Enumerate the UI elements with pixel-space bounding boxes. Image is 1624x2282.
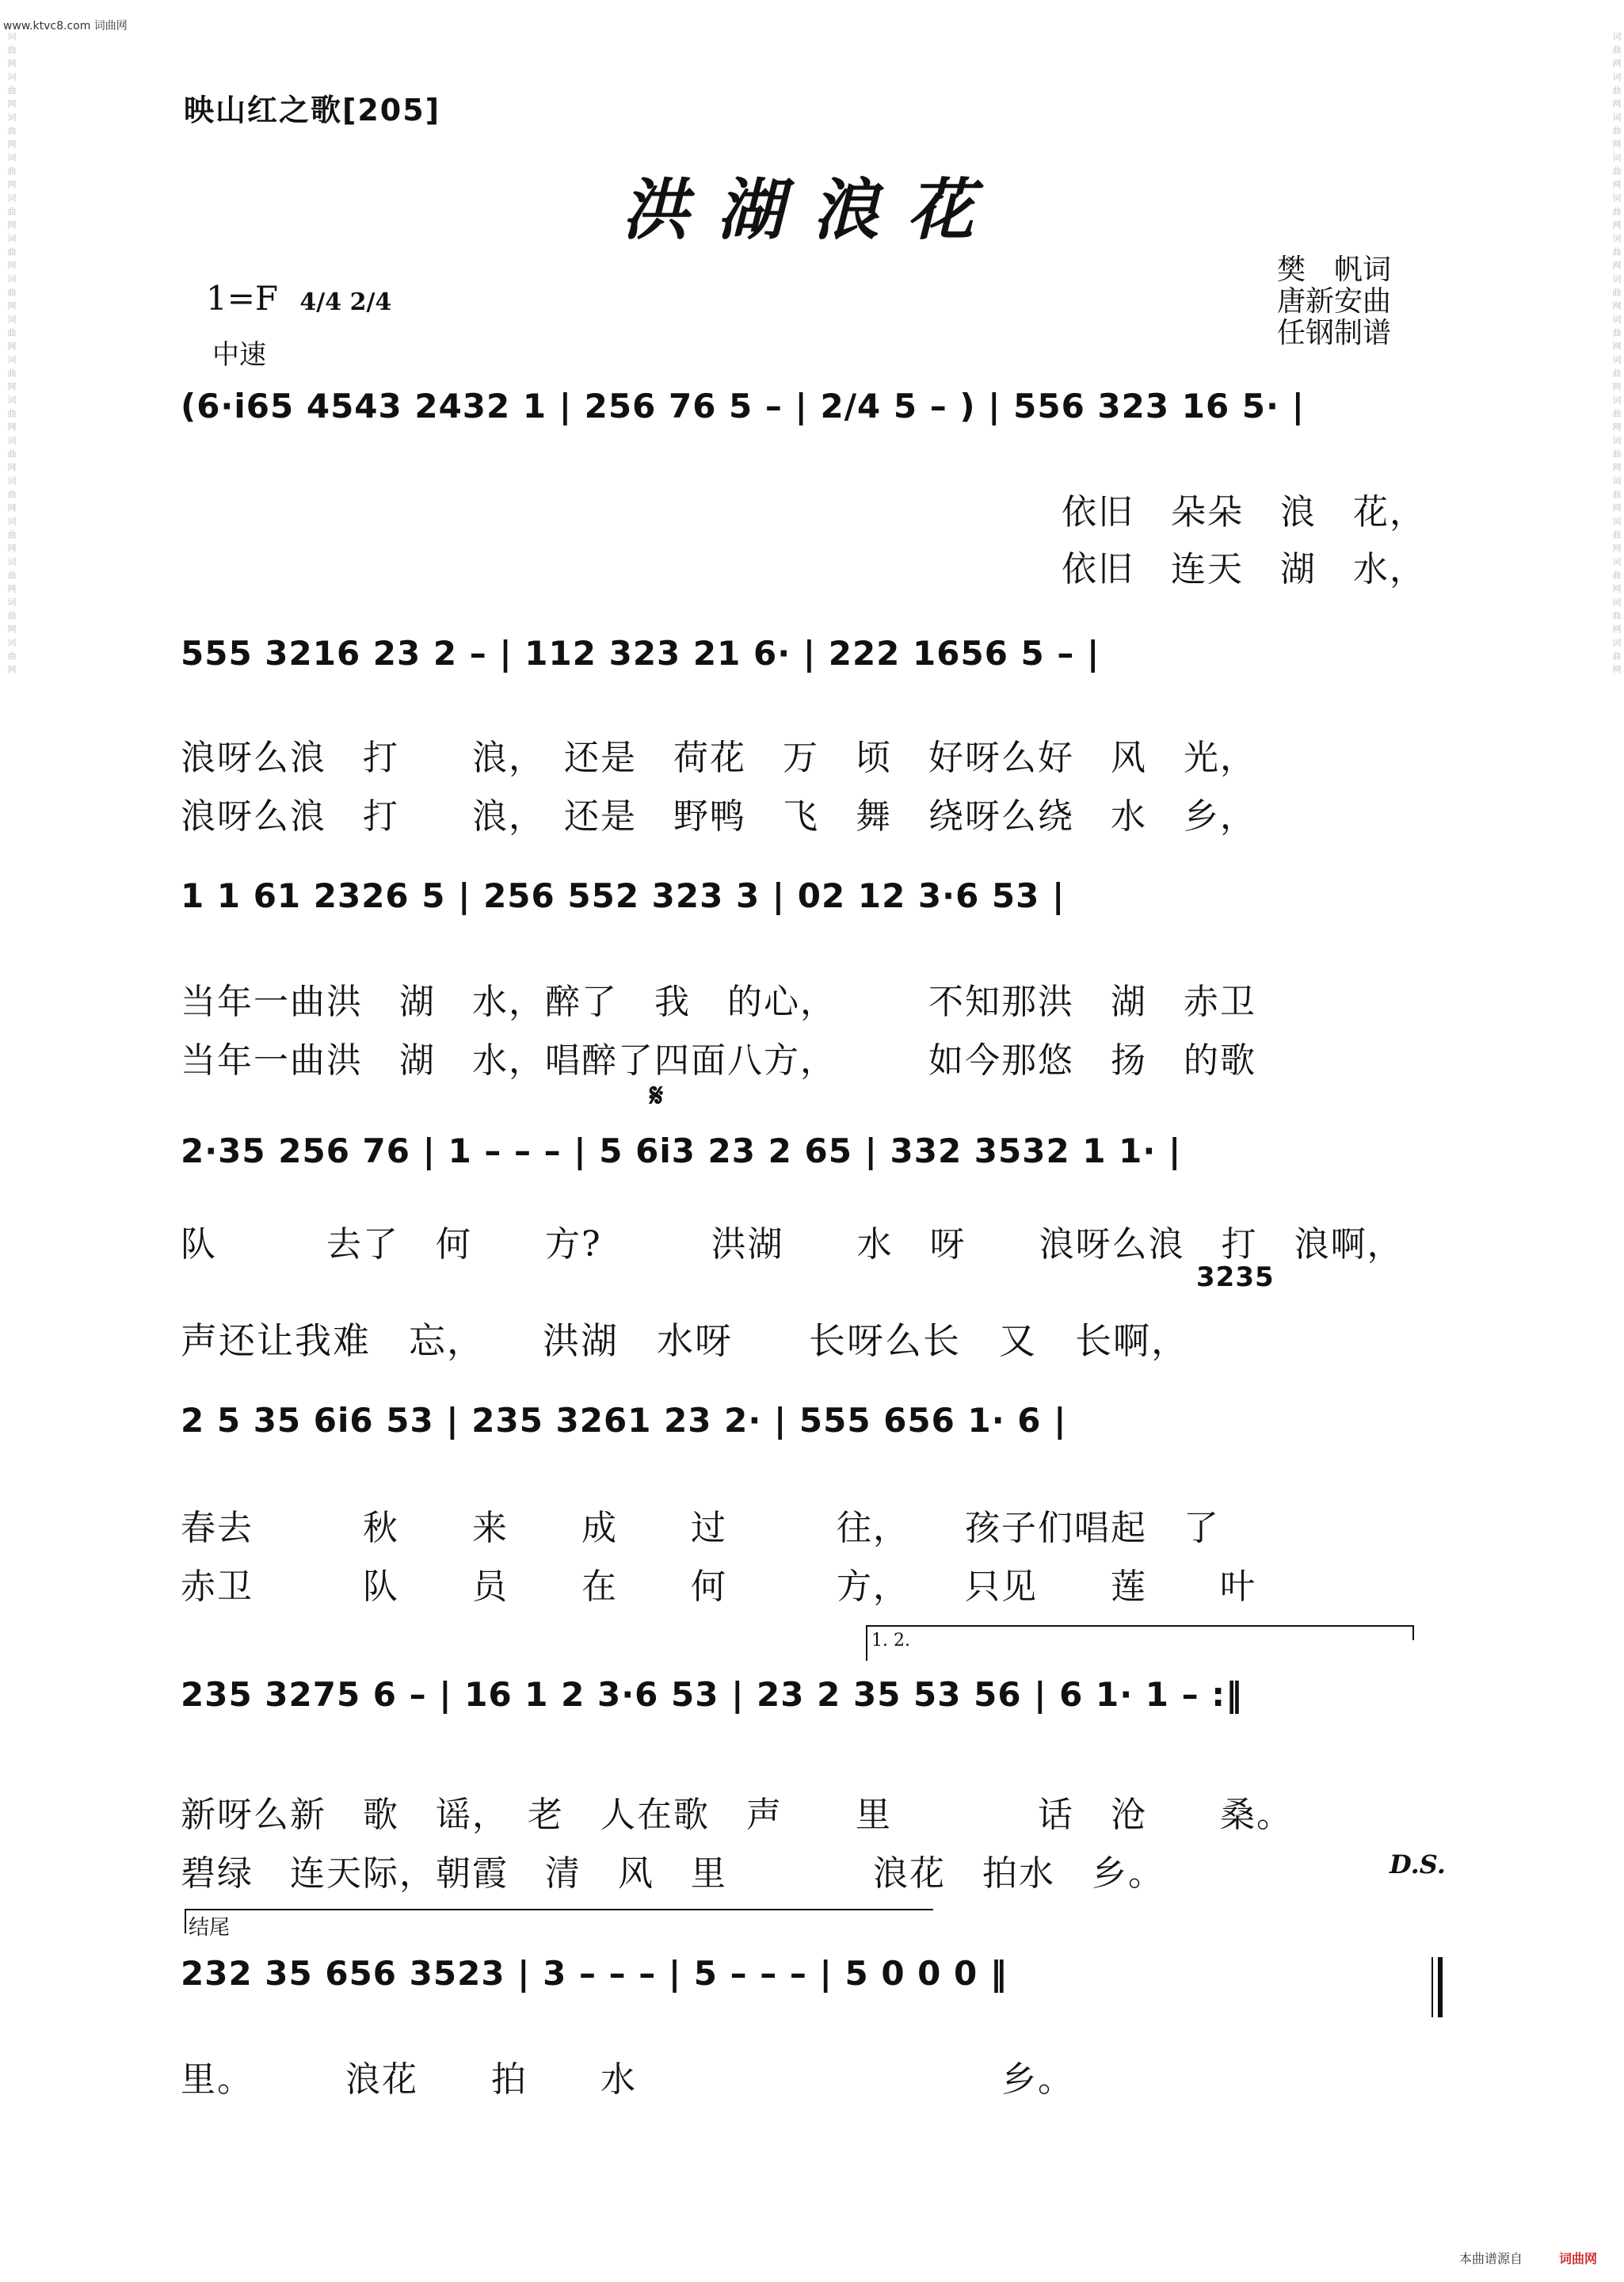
notation-line: 235 3275 6 – | 16 1 2 3·6 53 | 23 2 35 53 56 | 6 1· 1 – :‖ xyxy=(181,1675,1244,1714)
lyric-line-1b: 依旧 连天 湖 水， xyxy=(1062,549,1426,590)
score-system-6 xyxy=(181,1675,1448,1746)
key-label: 1=F xyxy=(206,279,279,318)
site-url: www.ktvc8.com 词曲网 xyxy=(3,20,128,32)
score-system-3 xyxy=(181,876,1448,948)
lyric-line-2b: 浪呀么浪 打 浪， 还是 野鸭 飞 舞 绕呀么绕 水 乡， xyxy=(181,796,1256,837)
left-border-watermark: 词曲网词曲网词曲网词曲网词曲网词曲网词曲网词曲网词曲网词曲网词曲网词曲网词曲网词曲网词曲网词曲网 xyxy=(6,32,17,678)
right-border-watermark: 词曲网词曲网词曲网词曲网词曲网词曲网词曲网词曲网词曲网词曲网词曲网词曲网词曲网词曲网词曲网词曲网 xyxy=(1611,32,1622,678)
lyric-line-1a: 依旧 朵朵 浪 花， xyxy=(1062,492,1426,532)
score-system-5 xyxy=(181,1401,1448,1472)
volta-label: 1. 2. xyxy=(871,1631,910,1650)
footer-source: 本曲谱源自 xyxy=(1459,2251,1523,2266)
volta-bracket xyxy=(867,1626,1413,1661)
notation-line: 232 35 656 3523 | 3 – – – | 5 – – – | 5 0 0 0 ‖ xyxy=(181,1954,1008,1993)
series-label: 映山红之歌[205] xyxy=(184,93,441,128)
lyric-line-7: 里。 浪花 拍 水 乡。 xyxy=(181,2059,1074,2100)
composer-credit: 唐新安曲 xyxy=(1277,285,1392,318)
key-signature xyxy=(206,279,391,318)
variant-notes: 3235 xyxy=(1196,1261,1275,1293)
lyricist-credit: 樊 帆词 xyxy=(1277,254,1392,286)
lyric-line-6a: 新呀么新 歌 谣， 老 人在歌 声 里 话 沧 桑。 xyxy=(181,1795,1293,1835)
score-system-1 xyxy=(181,387,1448,458)
segno-sign: 𝄋 xyxy=(650,1078,664,1114)
notation-line: (6·i65 4543 2432 1 | 256 76 5 – | 2/4 5 – ) | 556 323 16 5· | xyxy=(181,387,1305,425)
ending-bracket xyxy=(185,1910,933,1933)
lyric-line-2a: 浪呀么浪 打 浪， 还是 荷花 万 顷 好呀么好 风 光， xyxy=(181,738,1256,778)
score-system-2 xyxy=(181,634,1448,705)
lyric-line-5b: 赤卫 队 员 在 何 方， 只见 莲 叶 xyxy=(181,1566,1256,1607)
ds-marking: D.S. xyxy=(1390,1849,1446,1879)
footer-brand: 词曲网 xyxy=(1559,2251,1598,2266)
transcriber-credit: 任钢制谱 xyxy=(1277,317,1392,349)
ending-label: 结尾 xyxy=(189,1916,231,1940)
notation-line: 1 1 61 2326 5 | 256 552 323 3 | 02 12 3·6 53 | xyxy=(181,876,1066,915)
lyric-line-3b: 当年一曲洪 湖 水，唱醉了四面八方， 如今那悠 扬 的歌 xyxy=(181,1040,1256,1081)
score-system-4 xyxy=(181,1131,1448,1203)
lyric-line-4a: 队 去了 何 方? 洪湖 水 呀 浪呀么浪 打 浪啊， xyxy=(181,1224,1404,1265)
tempo-marking: 中速 xyxy=(212,339,266,371)
lyric-line-3a: 当年一曲洪 湖 水，醉了 我 的心， 不知那洪 湖 赤卫 xyxy=(181,982,1256,1022)
notation-line: 2·35 256 76 | 1 – – – | 5 6i3 23 2 65 | 332 3532 1 1· | xyxy=(181,1131,1182,1170)
score-system-7 xyxy=(181,1954,1448,2025)
lyric-line-4b: 声还让我难 忘， 洪湖 水呀 长呀么长 又 长啊， xyxy=(181,1319,1189,1362)
lyric-line-5a: 春去 秋 来 成 过 往， 孩子们唱起 了 xyxy=(181,1508,1220,1548)
notation-line: 2 5 35 6i6 53 | 235 3261 23 2· | 555 656 1· 6 | xyxy=(181,1401,1067,1440)
time-signature: 4/4 2/4 xyxy=(299,288,392,316)
song-title: 洪湖浪花 xyxy=(621,170,1002,249)
lyric-line-6b: 碧绿 连天际，朝霞 清 风 里 浪花 拍水 乡。 xyxy=(181,1853,1165,1894)
notation-line: 555 3216 23 2 – | 112 323 21 6· | 222 1656 5 – | xyxy=(181,634,1100,673)
